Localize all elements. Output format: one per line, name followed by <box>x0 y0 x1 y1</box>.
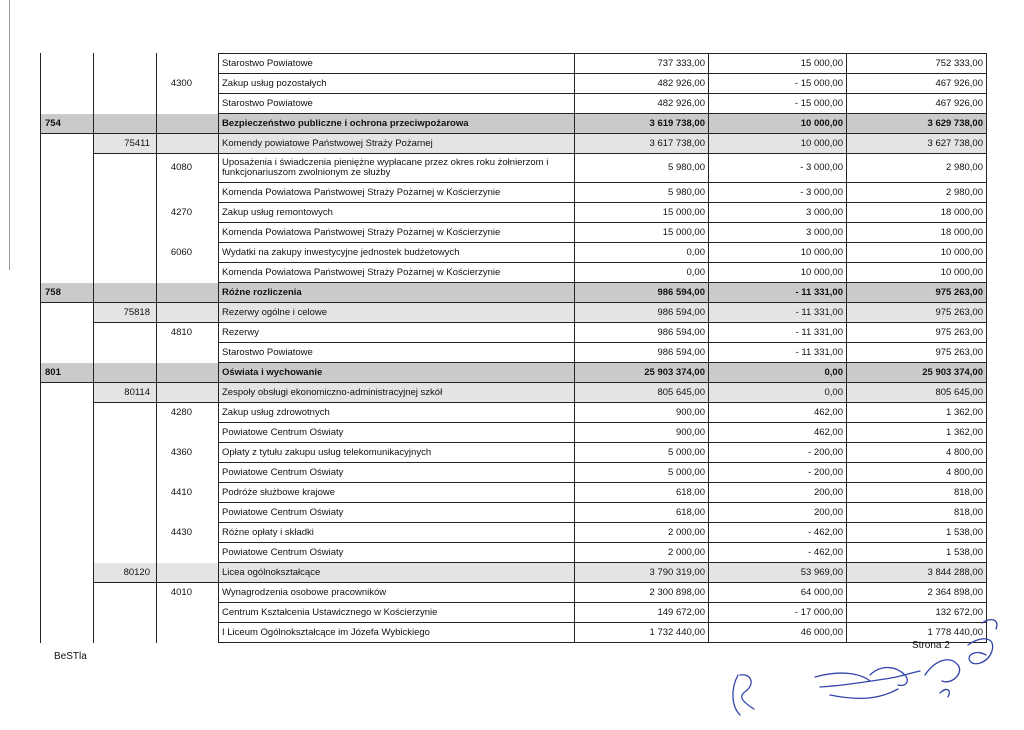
section-code-cell <box>41 303 94 323</box>
amount-change-cell: - 3 000,00 <box>709 183 847 203</box>
paragraph-code-cell: 4810 <box>157 323 219 343</box>
amount-change-cell: 462,00 <box>709 403 847 423</box>
table-row <box>41 243 987 263</box>
amount-change-cell: 3 000,00 <box>709 203 847 223</box>
section-code-cell <box>41 183 94 203</box>
table-row <box>41 94 987 114</box>
section-code-cell <box>41 583 94 603</box>
amount-before-cell: 737 333,00 <box>575 54 709 74</box>
paragraph-code-cell <box>157 623 219 643</box>
section-code-cell <box>41 54 94 74</box>
description-cell: Powiatowe Centrum Oświaty <box>219 543 575 563</box>
amount-change-cell: 46 000,00 <box>709 623 847 643</box>
amount-change-cell: 0,00 <box>709 363 847 383</box>
amount-before-cell: 618,00 <box>575 483 709 503</box>
amount-after-cell: 1 362,00 <box>847 403 987 423</box>
paragraph-code-cell <box>157 263 219 283</box>
paragraph-code-cell: 4430 <box>157 523 219 543</box>
amount-after-cell: 3 627 738,00 <box>847 134 987 154</box>
amount-before-cell: 25 903 374,00 <box>575 363 709 383</box>
description-cell: Powiatowe Centrum Oświaty <box>219 423 575 443</box>
table-row <box>41 74 987 94</box>
amount-change-cell: - 3 000,00 <box>709 154 847 183</box>
amount-after-cell: 18 000,00 <box>847 203 987 223</box>
amount-after-cell: 975 263,00 <box>847 283 987 303</box>
budget-changes-table <box>40 53 987 643</box>
amount-after-cell: 10 000,00 <box>847 263 987 283</box>
paragraph-code-cell <box>157 503 219 523</box>
section-code-cell <box>41 94 94 114</box>
section-code-cell <box>41 423 94 443</box>
description-cell: Starostwo Powiatowe <box>219 54 575 74</box>
signature-stroke-1 <box>733 675 754 715</box>
section-code-cell <box>41 343 94 363</box>
amount-after-cell: 1 778 440,00 <box>847 623 987 643</box>
amount-before-cell: 2 000,00 <box>575 523 709 543</box>
amount-before-cell: 2 300 898,00 <box>575 583 709 603</box>
section-code-cell: 758 <box>41 283 94 303</box>
section-code-cell <box>41 503 94 523</box>
amount-change-cell: 10 000,00 <box>709 243 847 263</box>
description-cell: Opłaty z tytułu zakupu usług telekomunikacyjnych <box>219 443 575 463</box>
chapter-code-cell <box>94 603 157 623</box>
amount-before-cell: 5 980,00 <box>575 183 709 203</box>
paragraph-code-cell: 4270 <box>157 203 219 223</box>
amount-before-cell: 15 000,00 <box>575 223 709 243</box>
table-row <box>41 183 987 203</box>
chapter-code-cell <box>94 223 157 243</box>
amount-change-cell: 53 969,00 <box>709 563 847 583</box>
section-code-cell <box>41 134 94 154</box>
chapter-code-cell <box>94 583 157 603</box>
section-code-cell <box>41 263 94 283</box>
paragraph-code-cell: 6060 <box>157 243 219 263</box>
table-row <box>41 483 987 503</box>
chapter-code-cell: 75411 <box>94 134 157 154</box>
amount-change-cell: 200,00 <box>709 483 847 503</box>
amount-after-cell: 818,00 <box>847 483 987 503</box>
table-row <box>41 543 987 563</box>
chapter-code-cell <box>94 423 157 443</box>
section-code-cell <box>41 463 94 483</box>
amount-after-cell: 2 980,00 <box>847 183 987 203</box>
amount-before-cell: 1 732 440,00 <box>575 623 709 643</box>
section-code-cell <box>41 563 94 583</box>
chapter-code-cell <box>94 403 157 423</box>
amount-before-cell: 3 617 738,00 <box>575 134 709 154</box>
description-cell: Rezerwy ogólne i celowe <box>219 303 575 323</box>
table-row <box>41 443 987 463</box>
description-cell: Licea ogólnokształcące <box>219 563 575 583</box>
table-row <box>41 383 987 403</box>
chapter-code-cell <box>94 243 157 263</box>
description-cell: Powiatowe Centrum Oświaty <box>219 503 575 523</box>
description-cell: Powiatowe Centrum Oświaty <box>219 463 575 483</box>
amount-change-cell: - 200,00 <box>709 463 847 483</box>
chapter-code-cell <box>94 463 157 483</box>
amount-change-cell: - 200,00 <box>709 443 847 463</box>
amount-after-cell: 1 538,00 <box>847 523 987 543</box>
description-cell: Komenda Powiatowa Państwowej Straży Pożarnej w Kościerzynie <box>219 263 575 283</box>
chapter-code-cell <box>94 503 157 523</box>
chapter-code-cell <box>94 363 157 383</box>
section-code-cell <box>41 323 94 343</box>
table-row <box>41 223 987 243</box>
table-row <box>41 583 987 603</box>
amount-after-cell: 975 263,00 <box>847 303 987 323</box>
description-cell: Różne rozliczenia <box>219 283 575 303</box>
chapter-code-cell <box>94 543 157 563</box>
amount-change-cell: 3 000,00 <box>709 223 847 243</box>
amount-after-cell: 2 364 898,00 <box>847 583 987 603</box>
paragraph-code-cell <box>157 183 219 203</box>
chapter-code-cell <box>94 323 157 343</box>
amount-before-cell: 5 000,00 <box>575 463 709 483</box>
section-code-cell <box>41 443 94 463</box>
amount-after-cell: 1 538,00 <box>847 543 987 563</box>
signature-stroke-2 <box>815 668 920 699</box>
table-row <box>41 283 987 303</box>
chapter-code-cell <box>94 483 157 503</box>
section-code-cell: 801 <box>41 363 94 383</box>
section-code-cell <box>41 523 94 543</box>
description-cell: Podróże służbowe krajowe <box>219 483 575 503</box>
amount-before-cell: 986 594,00 <box>575 283 709 303</box>
table-row <box>41 343 987 363</box>
amount-before-cell: 3 619 738,00 <box>575 114 709 134</box>
amount-before-cell: 5 000,00 <box>575 443 709 463</box>
amount-before-cell: 900,00 <box>575 403 709 423</box>
amount-change-cell: - 17 000,00 <box>709 603 847 623</box>
table-row <box>41 203 987 223</box>
amount-change-cell: 0,00 <box>709 383 847 403</box>
chapter-code-cell <box>94 74 157 94</box>
paragraph-code-cell <box>157 303 219 323</box>
description-cell: I Liceum Ogólnokształcące im Józefa Wybickiego <box>219 623 575 643</box>
signature-stroke-3 <box>925 620 997 682</box>
chapter-code-cell <box>94 203 157 223</box>
paragraph-code-cell <box>157 463 219 483</box>
section-code-cell <box>41 74 94 94</box>
amount-before-cell: 0,00 <box>575 263 709 283</box>
section-code-cell <box>41 223 94 243</box>
table-row <box>41 154 987 183</box>
table-row <box>41 114 987 134</box>
amount-change-cell: 10 000,00 <box>709 263 847 283</box>
description-cell: Centrum Kształcenia Ustawicznego w Kościerzynie <box>219 603 575 623</box>
description-cell: Bezpieczeństwo publiczne i ochrona przeciwpożarowa <box>219 114 575 134</box>
amount-after-cell: 975 263,00 <box>847 323 987 343</box>
chapter-code-cell: 80120 <box>94 563 157 583</box>
section-code-cell <box>41 603 94 623</box>
amount-after-cell: 3 844 288,00 <box>847 563 987 583</box>
section-code-cell <box>41 623 94 643</box>
description-cell: Starostwo Powiatowe <box>219 343 575 363</box>
chapter-code-cell: 80114 <box>94 383 157 403</box>
description-cell: Zakup usług zdrowotnych <box>219 403 575 423</box>
amount-after-cell: 2 980,00 <box>847 154 987 183</box>
amount-before-cell: 986 594,00 <box>575 343 709 363</box>
amount-before-cell: 3 790 319,00 <box>575 563 709 583</box>
paragraph-code-cell: 4280 <box>157 403 219 423</box>
amount-change-cell: 10 000,00 <box>709 114 847 134</box>
chapter-code-cell <box>94 54 157 74</box>
chapter-code-cell <box>94 154 157 183</box>
amount-change-cell: 10 000,00 <box>709 134 847 154</box>
chapter-code-cell <box>94 343 157 363</box>
description-cell: Zespoły obsługi ekonomiczno-administracyjnej szkół <box>219 383 575 403</box>
amount-after-cell: 18 000,00 <box>847 223 987 243</box>
chapter-code-cell <box>94 443 157 463</box>
signature-stroke-4 <box>940 690 949 697</box>
document-code: BeSTla <box>54 651 87 662</box>
table-row <box>41 263 987 283</box>
table-row <box>41 523 987 543</box>
table-row <box>41 463 987 483</box>
amount-change-cell: 200,00 <box>709 503 847 523</box>
paragraph-code-cell <box>157 134 219 154</box>
amount-before-cell: 805 645,00 <box>575 383 709 403</box>
description-cell: Rezerwy <box>219 323 575 343</box>
amount-before-cell: 986 594,00 <box>575 323 709 343</box>
amount-change-cell: - 15 000,00 <box>709 94 847 114</box>
amount-before-cell: 482 926,00 <box>575 74 709 94</box>
chapter-code-cell: 75818 <box>94 303 157 323</box>
section-code-cell <box>41 243 94 263</box>
section-code-cell: 754 <box>41 114 94 134</box>
paragraph-code-cell <box>157 114 219 134</box>
paragraph-code-cell: 4410 <box>157 483 219 503</box>
paragraph-code-cell <box>157 343 219 363</box>
table-row <box>41 323 987 343</box>
description-cell: Komenda Powiatowa Państwowej Straży Pożarnej w Kościerzynie <box>219 183 575 203</box>
amount-change-cell: - 462,00 <box>709 523 847 543</box>
amount-after-cell: 25 903 374,00 <box>847 363 987 383</box>
paragraph-code-cell: 4010 <box>157 583 219 603</box>
table-row <box>41 303 987 323</box>
amount-change-cell: - 11 331,00 <box>709 283 847 303</box>
amount-after-cell: 975 263,00 <box>847 343 987 363</box>
amount-after-cell: 805 645,00 <box>847 383 987 403</box>
chapter-code-cell <box>94 263 157 283</box>
table-row <box>41 563 987 583</box>
chapter-code-cell <box>94 183 157 203</box>
description-cell: Zakup usług pozostałych <box>219 74 575 94</box>
chapter-code-cell <box>94 523 157 543</box>
paragraph-code-cell <box>157 94 219 114</box>
description-cell: Różne opłaty i składki <box>219 523 575 543</box>
paragraph-code-cell: 4300 <box>157 74 219 94</box>
paragraph-code-cell <box>157 563 219 583</box>
table-row <box>41 403 987 423</box>
section-code-cell <box>41 383 94 403</box>
amount-before-cell: 5 980,00 <box>575 154 709 183</box>
section-code-cell <box>41 543 94 563</box>
section-code-cell <box>41 403 94 423</box>
paragraph-code-cell <box>157 603 219 623</box>
paragraph-code-cell: 4080 <box>157 154 219 183</box>
amount-after-cell: 467 926,00 <box>847 94 987 114</box>
amount-after-cell: 4 800,00 <box>847 443 987 463</box>
page-number: Strona 2 <box>912 640 950 651</box>
amount-after-cell: 818,00 <box>847 503 987 523</box>
amount-after-cell: 10 000,00 <box>847 243 987 263</box>
amount-change-cell: 64 000,00 <box>709 583 847 603</box>
amount-after-cell: 132 672,00 <box>847 603 987 623</box>
chapter-code-cell <box>94 283 157 303</box>
amount-before-cell: 0,00 <box>575 243 709 263</box>
amount-after-cell: 4 800,00 <box>847 463 987 483</box>
paragraph-code-cell <box>157 363 219 383</box>
amount-change-cell: - 462,00 <box>709 543 847 563</box>
paragraph-code-cell <box>157 54 219 74</box>
description-cell: Wynagrodzenia osobowe pracowników <box>219 583 575 603</box>
amount-after-cell: 752 333,00 <box>847 54 987 74</box>
description-cell: Uposażenia i świadczenia pieniężne wypłacane przez okres roku żołnierzom i funkcjonariuszom zwolnionym ze służby <box>219 154 575 183</box>
description-cell: Oświata i wychowanie <box>219 363 575 383</box>
description-cell: Starostwo Powiatowe <box>219 94 575 114</box>
description-cell: Komenda Powiatowa Państwowej Straży Pożarnej w Kościerzynie <box>219 223 575 243</box>
amount-change-cell: - 11 331,00 <box>709 303 847 323</box>
paragraph-code-cell: 4360 <box>157 443 219 463</box>
table-row <box>41 134 987 154</box>
amount-before-cell: 986 594,00 <box>575 303 709 323</box>
chapter-code-cell <box>94 114 157 134</box>
amount-change-cell: 15 000,00 <box>709 54 847 74</box>
paragraph-code-cell <box>157 543 219 563</box>
paragraph-code-cell <box>157 223 219 243</box>
table-row <box>41 54 987 74</box>
amount-change-cell: - 11 331,00 <box>709 323 847 343</box>
description-cell: Komendy powiatowe Państwowej Straży Pożarnej <box>219 134 575 154</box>
description-cell: Zakup usług remontowych <box>219 203 575 223</box>
amount-before-cell: 149 672,00 <box>575 603 709 623</box>
amount-after-cell: 3 629 738,00 <box>847 114 987 134</box>
description-cell: Wydatki na zakupy inwestycyjne jednostek budżetowych <box>219 243 575 263</box>
amount-before-cell: 482 926,00 <box>575 94 709 114</box>
amount-change-cell: - 11 331,00 <box>709 343 847 363</box>
amount-before-cell: 2 000,00 <box>575 543 709 563</box>
chapter-code-cell <box>94 623 157 643</box>
scan-edge-line <box>9 0 10 270</box>
paragraph-code-cell <box>157 423 219 443</box>
table-row <box>41 423 987 443</box>
table-row <box>41 363 987 383</box>
amount-after-cell: 467 926,00 <box>847 74 987 94</box>
paragraph-code-cell <box>157 383 219 403</box>
section-code-cell <box>41 154 94 183</box>
chapter-code-cell <box>94 94 157 114</box>
paragraph-code-cell <box>157 283 219 303</box>
section-code-cell <box>41 483 94 503</box>
amount-before-cell: 618,00 <box>575 503 709 523</box>
amount-before-cell: 15 000,00 <box>575 203 709 223</box>
table-body <box>41 54 987 643</box>
amount-change-cell: 462,00 <box>709 423 847 443</box>
amount-after-cell: 1 362,00 <box>847 423 987 443</box>
amount-before-cell: 900,00 <box>575 423 709 443</box>
table-row <box>41 503 987 523</box>
handwritten-signature <box>720 615 1020 725</box>
amount-change-cell: - 15 000,00 <box>709 74 847 94</box>
section-code-cell <box>41 203 94 223</box>
